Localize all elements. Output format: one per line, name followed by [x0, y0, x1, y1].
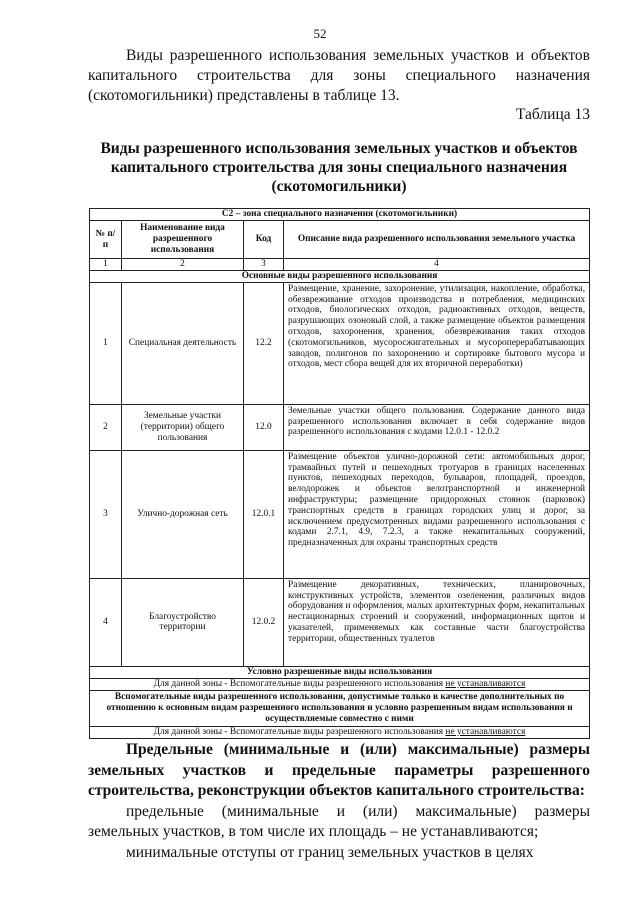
outro-paragraph-2: минимальные отступы от границ земельных участков в целях	[126, 843, 534, 861]
section-row	[90, 270, 590, 282]
note-emphasis: не устанавливаются	[445, 726, 526, 737]
outro-section	[88, 740, 590, 863]
table-row	[90, 404, 590, 450]
note-row	[90, 678, 590, 690]
zone-header-row	[90, 209, 590, 221]
section-main-header: Основные виды разрешенного использования	[90, 270, 590, 282]
row-description: Размещение, хранение, захоронение, утилизация, накопление, обработка, обезвреживание отходов производства и потребления, медицинских отходов, биологических отходов, радиоактивных отходов, веществ, разрушающих озоновый слой, а также размещение объектов размещения отходов, захоронения, хранения, обезвреживания таких отходов (скотомогильников, мусоросжигательных и мусороперерабатывающих заводов, полигонов по захоронению и сортировке бытового мусора и отходов, мест сбора вещей для их вторичной переработки)	[284, 282, 590, 404]
table-title: Виды разрешенного использования земельных участков и объектов капитального строительства для зоны специального назначения (скотомогильники)	[100, 140, 578, 195]
row-code: 12.0.2	[244, 578, 284, 666]
header-num: № п/п	[90, 221, 122, 259]
section-row	[90, 666, 590, 678]
table-caption: Таблица 13	[515, 106, 590, 123]
column-header-row	[90, 221, 590, 259]
row-name: Благоустройство территории	[122, 578, 244, 666]
note-row	[90, 726, 590, 738]
page-number: 52	[313, 26, 327, 41]
row-num: 2	[90, 404, 122, 450]
column-number: 4	[284, 259, 590, 271]
land-use-table	[89, 208, 590, 739]
note-text: Для данной зоны - Вспомогательные виды разрешенного использования	[153, 678, 446, 689]
row-description: Земельные участки общего пользования. Содержание данного вида разрешенного использования включает в себя содержание видов разрешенного использования с кодами 12.0.1 - 12.0.2	[284, 404, 590, 450]
outro-heading: Предельные (минимальные и (или) максимальные) размеры земельных участков и предельные параметры разрешенного строительства, реконструкции объектов капитального строительства:	[88, 741, 590, 799]
outro-paragraph-1: предельные (минимальные и (или) максимальные) размеры земельных участков, в том числе их площадь – не устанавливаются;	[88, 802, 590, 840]
row-description: Размещение декоративных, технических, планировочных, конструктивных устройств, элементов озеленения, различных видов оборудования и оформления, малых архитектурных форм, некапитальных нестационарных строений и сооружений, информационных щитов и указателей, применяемых как составные части благоустройства территории, общественных туалетов	[284, 578, 590, 666]
section-conditional-header: Условно разрешенные виды использования	[90, 666, 590, 678]
row-name: Специальная деятельность	[122, 282, 244, 404]
row-num: 4	[90, 578, 122, 666]
zone-header: С2 – зона специального назначения (скотомогильники)	[90, 209, 590, 221]
table-row	[90, 578, 590, 666]
table-row	[90, 282, 590, 404]
row-name: Улично-дорожная сеть	[122, 450, 244, 578]
row-num: 3	[90, 450, 122, 578]
note-auxiliary	[90, 726, 590, 738]
column-number: 1	[90, 259, 122, 271]
column-number-row	[90, 259, 590, 271]
row-num: 1	[90, 282, 122, 404]
header-code: Код	[244, 221, 284, 259]
row-code: 12.0	[244, 404, 284, 450]
note-text: Для данной зоны - Вспомогательные виды разрешенного использования	[153, 726, 446, 737]
header-description: Описание вида разрешенного использования земельного участка	[284, 221, 590, 259]
row-code: 12.2	[244, 282, 284, 404]
column-number: 3	[244, 259, 284, 271]
note-conditional	[90, 678, 590, 690]
header-name: Наименование вида разрешенного использования	[122, 221, 244, 259]
row-code: 12.0.1	[244, 450, 284, 578]
column-number: 2	[122, 259, 244, 271]
row-description: Размещение объектов улично-дорожной сети: автомобильных дорог, трамвайных путей и пешеходных тротуаров в границах населенных пунктов, пешеходных переходов, бульваров, площадей, проездов, велодорожек и объектов велотранспортной и инженерной инфраструктуры; размещение придорожных стоянок (парковок) транспортных средств в границах городских улиц и дорог, за исключением предусмотренных видами разрешенного использования с кодами 2.7.1, 4.9, 7.2.3, а также некапитальных сооружений, предназначенных для охраны транспортных средств	[284, 450, 590, 578]
table-row	[90, 450, 590, 578]
note-emphasis: не устанавливаются	[445, 678, 526, 689]
intro-paragraph: Виды разрешенного использования земельных участков и объектов капитального строительства для зоны специального назначения (скотомогильники) представлены в таблице 13.	[88, 47, 590, 104]
section-row	[90, 690, 590, 726]
section-auxiliary-header: Вспомогательные виды разрешенного использования, допустимые только в качестве дополнительных по отношению к основным видам разрешенного использования и условно разрешенным видам использования и осуществляемые совместно с ними	[90, 690, 590, 726]
row-name: Земельные участки (территории) общего пользования	[122, 404, 244, 450]
